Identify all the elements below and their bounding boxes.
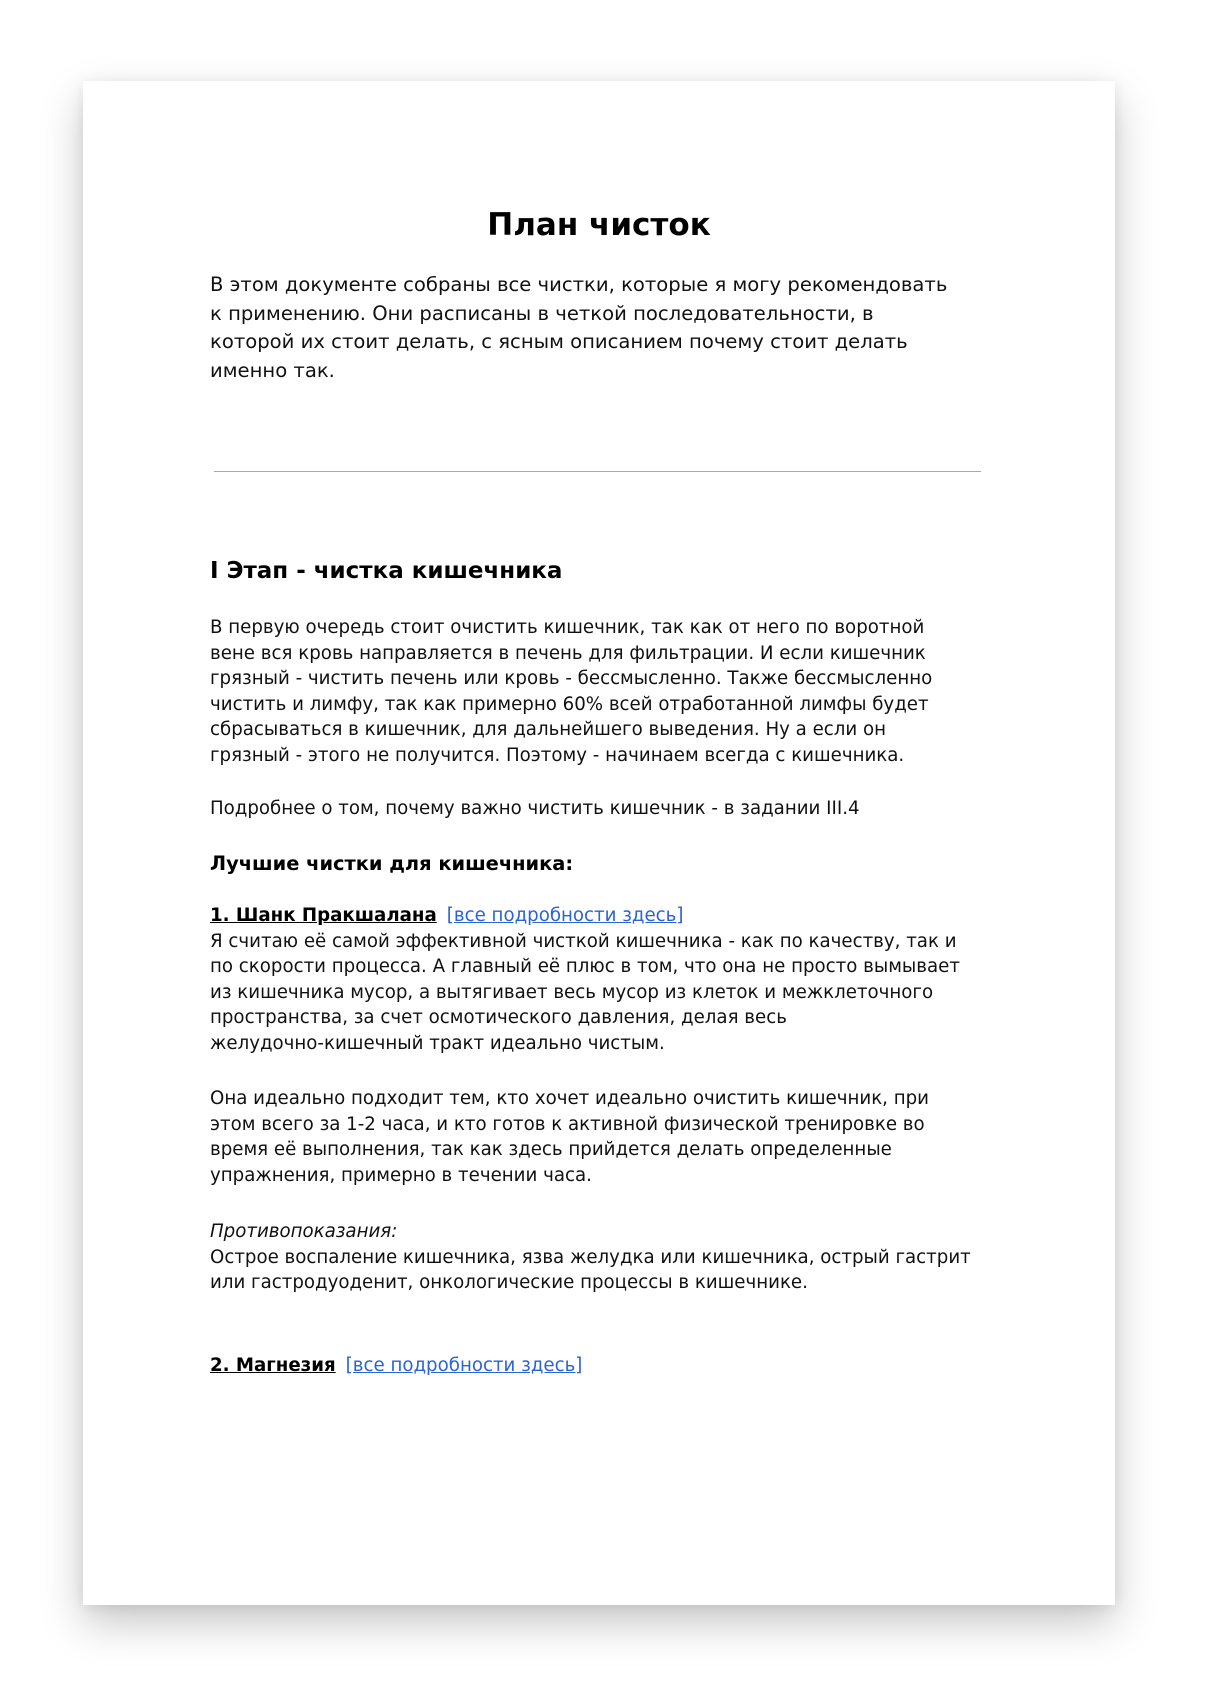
description-line: желудочно-кишечный тракт идеально чистым. (210, 1032, 665, 1054)
contraindications-block (210, 1219, 971, 1296)
more-info-text: Подробнее о том, почему важно чистить кишечник - в задании III.4 (210, 798, 860, 819)
stage-intro-paragraph (210, 615, 932, 769)
paragraph-line: чистить и лимфу, так как примерно 60% всей отработанной лимфы будет (210, 693, 929, 715)
stage-heading: I Этап - чистка кишечника (210, 558, 563, 584)
document-page (83, 81, 1115, 1605)
paragraph-line: упражнения, примерно в течении часа. (210, 1164, 592, 1186)
description-line: пространства, за счет осмотического давления, делая весь (210, 1007, 787, 1029)
horizontal-divider (214, 471, 981, 472)
suitability-paragraph (210, 1086, 929, 1188)
intro-line: которой их стоит делать, с ясным описанием почему стоит делать (210, 330, 908, 354)
cleanse-item-2 (210, 1353, 582, 1379)
paragraph-line: В первую очередь стоит очистить кишечник, так как от него по воротной (210, 617, 925, 638)
contraindications-line: или гастродуоденит, онкологические процессы в кишечнике. (210, 1272, 808, 1294)
cleanse-item-title: 2. Магнезия (210, 1355, 336, 1376)
best-cleanses-heading: Лучшие чистки для кишечника: (210, 852, 574, 875)
intro-line: именно так. (210, 358, 335, 382)
cleanse-item-title: 1. Шанк Пракшалана (210, 905, 437, 926)
paragraph-line: Она идеально подходит тем, кто хочет идеально очистить кишечник, при (210, 1088, 929, 1109)
details-link[interactable]: [все подробности здесь] (446, 905, 684, 926)
paragraph-line: грязный - чистить печень или кровь - бессмысленно. Также бессмысленно (210, 668, 933, 690)
contraindications-label: Противопоказания: (210, 1221, 398, 1242)
description-line: Я считаю её самой эффективной чисткой кишечника - как по качеству, так и (210, 930, 957, 952)
document-title: План чисток (487, 207, 711, 243)
description-line: из кишечника мусор, а вытягивает весь мусор из клеток и межклеточного (210, 981, 934, 1003)
intro-line: к применению. Они расписаны в четкой последовательности, в (210, 301, 874, 325)
paragraph-line: вене вся кровь направляется в печень для фильтрации. И если кишечник (210, 642, 926, 664)
contraindications-line: Острое воспаление кишечника, язва желудка или кишечника, острый гастрит (210, 1246, 971, 1268)
description-line: по скорости процесса. А главный её плюс в том, что она не просто вымывает (210, 956, 960, 978)
details-link[interactable]: [все подробности здесь] (345, 1355, 583, 1376)
paragraph-line: сбрасываться в кишечник, для дальнейшего выведения. Ну а если он (210, 719, 887, 741)
paragraph-line: этом всего за 1-2 часа, и кто готов к активной физической тренировке во (210, 1113, 925, 1135)
paragraph-line: грязный - этого не получится. Поэтому - начинаем всегда с кишечника. (210, 744, 905, 766)
cleanse-item-1 (210, 903, 960, 1057)
intro-paragraph (210, 271, 947, 385)
intro-line: В этом документе собраны все чистки, которые я могу рекомендовать (210, 273, 948, 296)
paragraph-line: время её выполнения, так как здесь прийдется делать определенные (210, 1139, 892, 1161)
